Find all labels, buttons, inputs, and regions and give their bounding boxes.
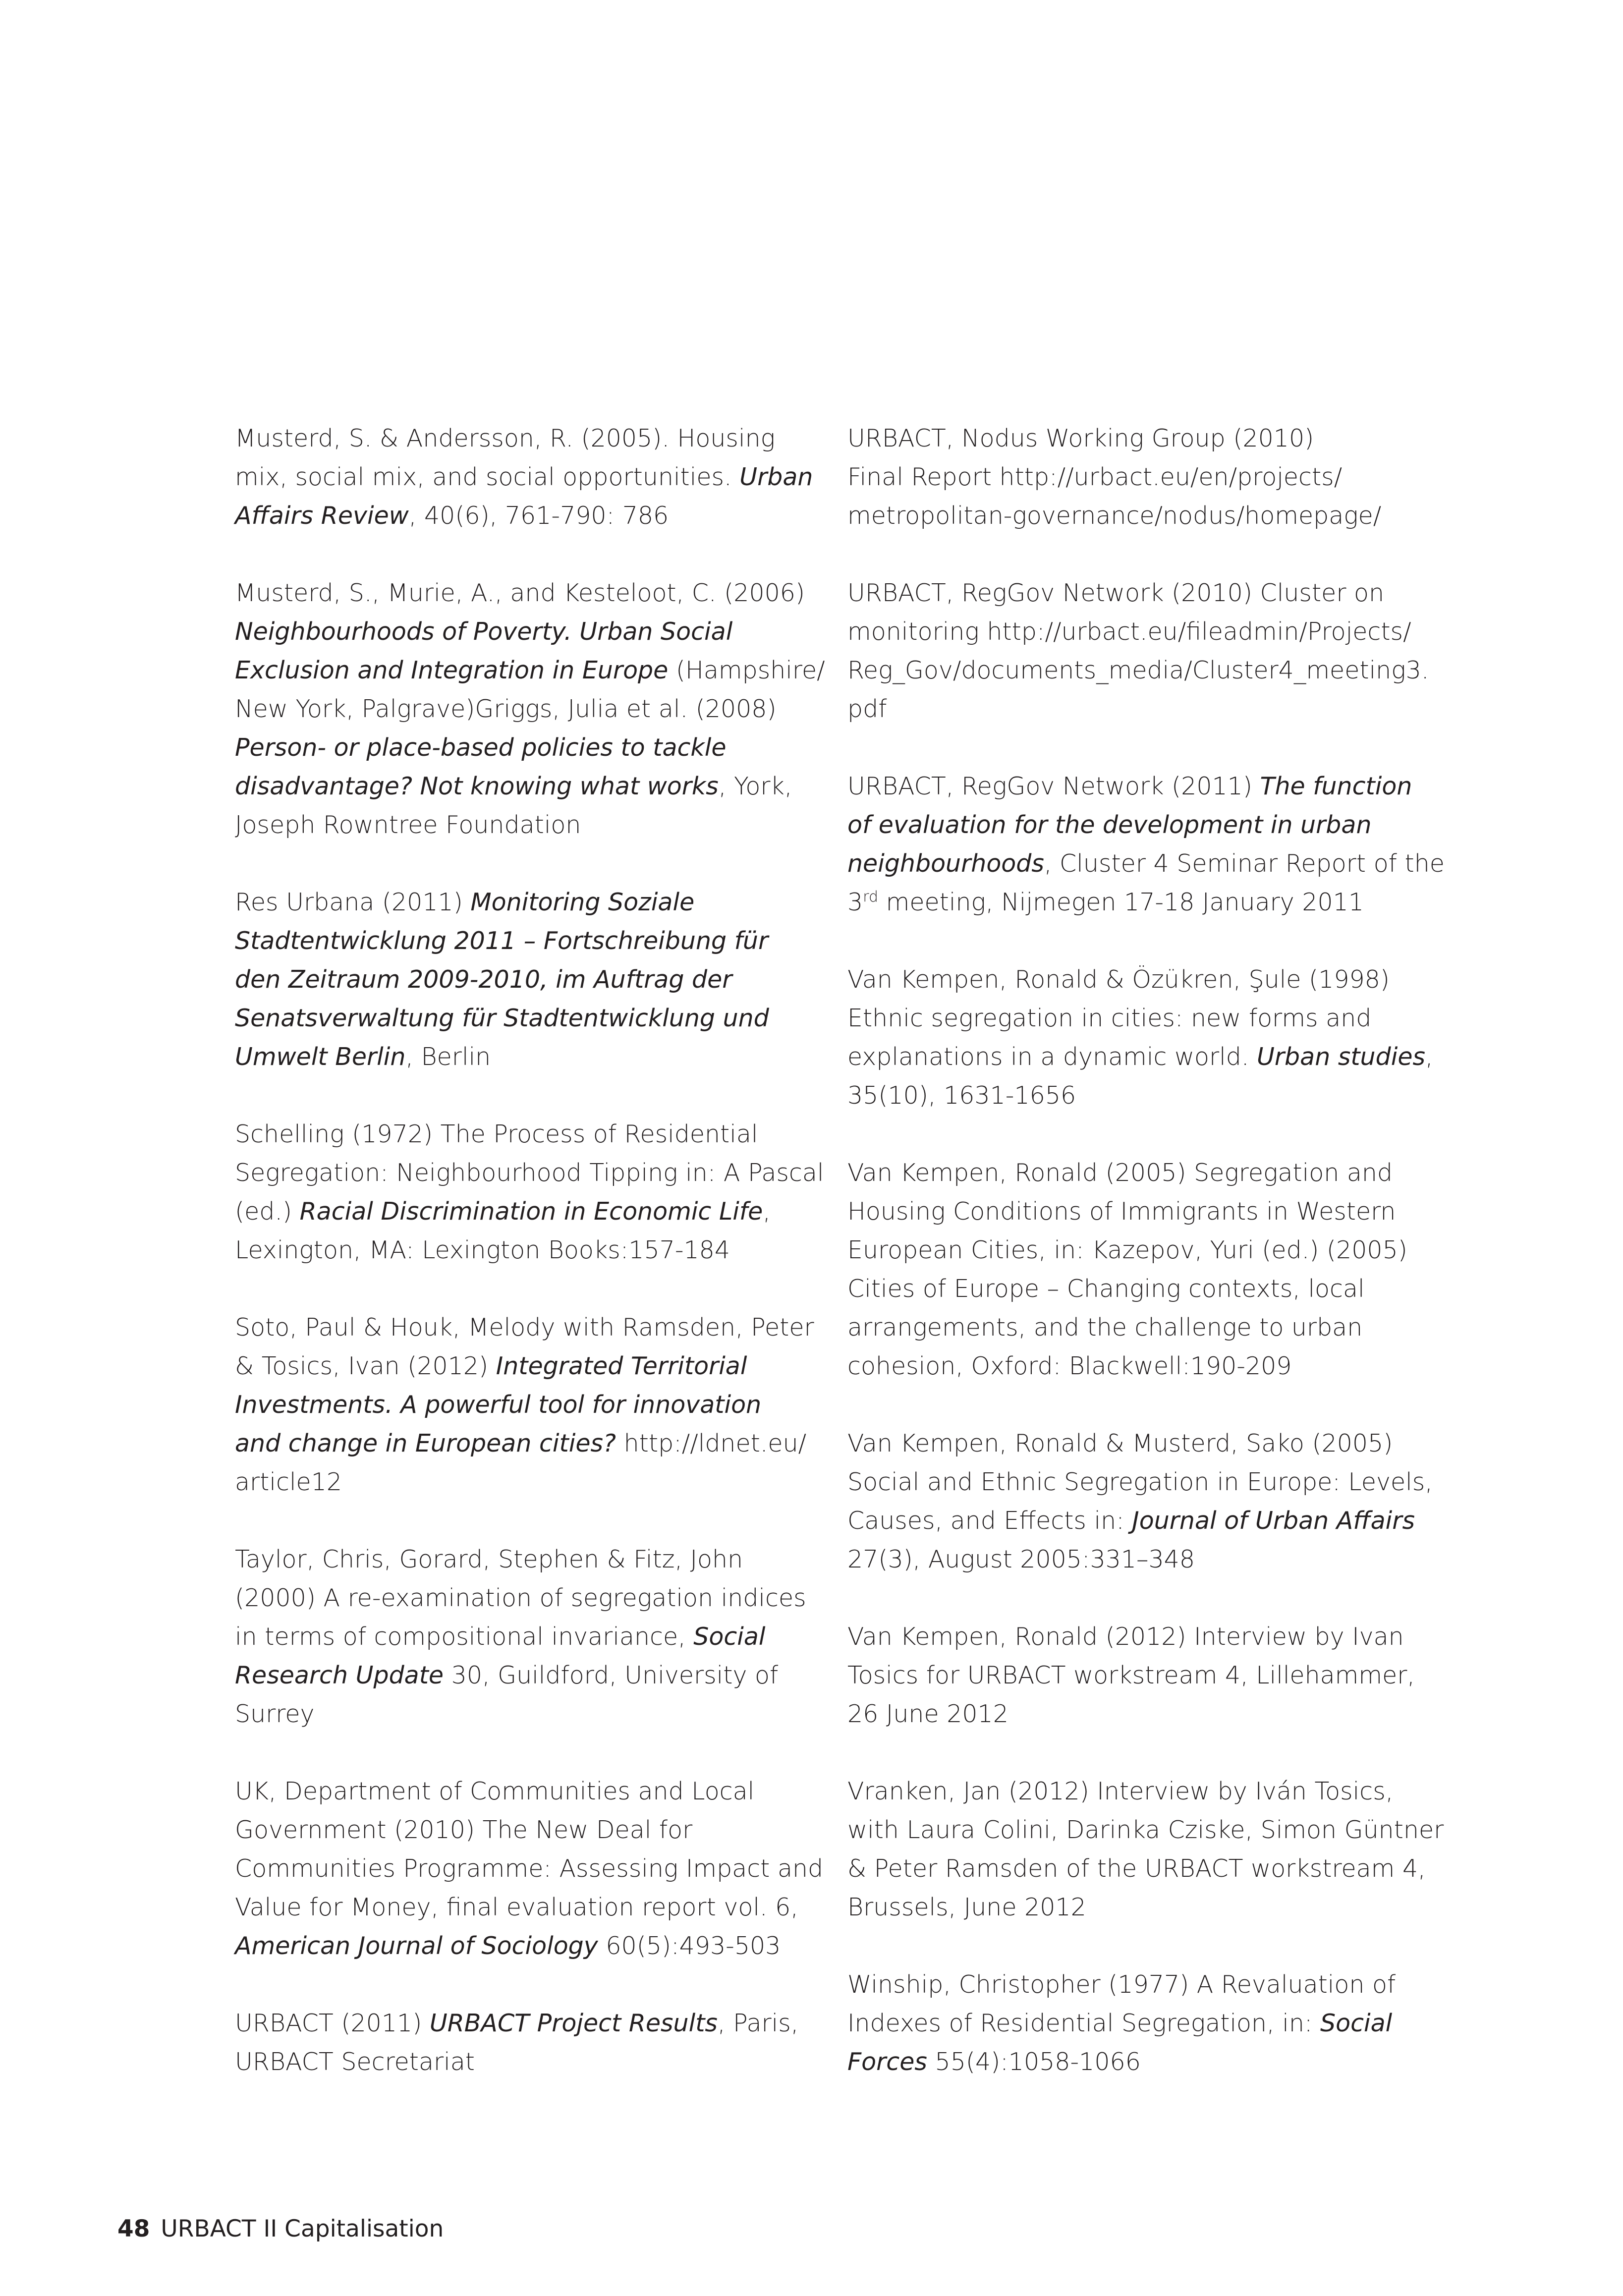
reference-text: Indexes of Residential Segregation, in: [847,2009,1320,2037]
italic-title: of evaluation for the development in urban [847,811,1372,839]
reference-line [235,419,790,458]
reference-line [847,883,1402,922]
reference-text: http://ldnet.eu/ [616,1429,807,1457]
reference-entry [847,1965,1402,2081]
italic-title: Research Update [235,1661,444,1689]
reference-text: Value for Money, final evaluation report vol. 6, [235,1893,798,1921]
reference-entry [847,767,1445,922]
reference-line [235,1618,790,1656]
italic-title: Person- or place-based policies to tackle [235,733,727,762]
reference-line [235,690,790,728]
reference-text: 35(10), 1631-1656 [847,1081,1076,1110]
reference-line [847,1154,1402,1192]
reference-text: Social and Ethnic Segregation in Europe: Levels, [847,1468,1433,1496]
reference-text: Winship, Christopher (1977) A Revaluation of [847,1970,1396,1999]
reference-line [235,806,790,844]
reference-line [847,1849,1426,1888]
reference-line [235,1463,790,1502]
reference-line [235,1540,790,1579]
reference-entry [235,1308,814,1502]
reference-line [847,1965,1402,2004]
reference-entry [847,419,1402,535]
reference-text: pdf [847,695,887,723]
reference-line [235,1579,806,1618]
italic-title: disadvantage? Not knowing what works [235,772,719,800]
italic-title: American Journal of Sociology [235,1932,598,1960]
reference-line [235,651,825,690]
reference-line [847,844,1445,883]
reference-line [847,2004,1402,2043]
reference-line [847,613,1411,651]
reference-text: explanations in a dynamic world. [847,1043,1257,1071]
reference-text: Reg_Gov/documents_media/Cluster4_meeting3. [847,656,1429,684]
page-number: 48 [117,2215,150,2242]
reference-line [847,1076,1402,1115]
reference-line [235,1038,790,1076]
italic-title: Stadtentwicklung 2011 – Fortschreibung für [235,927,769,955]
reference-text: meeting, Nijmegen 17-18 January 2011 [878,888,1364,916]
reference-text: , [1425,1043,1433,1071]
reference-line [235,1888,798,1927]
reference-line [235,497,790,535]
superscript: rd [863,888,879,906]
italic-title: Urban [739,463,813,491]
reference-entry [235,574,825,844]
reference-line [847,1811,1444,1849]
reference-text: Vranken, Jan (2012) Interview by Iván Tosics, [847,1777,1394,1805]
reference-text: URBACT, RegGov Network (2011) [847,772,1260,800]
references-left-column [235,419,825,2120]
reference-text: Musterd, S. & Andersson, R. (2005). Housing [235,424,776,452]
reference-line [235,2043,790,2081]
reference-text: article12 [235,1468,342,1496]
references-right-column [847,419,1445,2120]
reference-line [235,1115,790,1154]
italic-title: Racial Discrimination in Economic Life [299,1197,763,1226]
reference-text: in terms of compositional invariance, [235,1623,694,1651]
reference-entry [847,1618,1415,1734]
reference-text: , [763,1197,771,1226]
italic-title: Affairs Review [235,502,409,530]
reference-text: Schelling (1972) The Process of Residential [235,1120,758,1148]
reference-line [235,1154,824,1192]
reference-line [847,1308,1402,1347]
italic-title: den Zeitraum 2009-2010, im Auftrag der [235,965,732,994]
reference-line [235,1424,807,1463]
reference-line [847,1038,1433,1076]
reference-line [847,1772,1402,1811]
reference-entry [847,1424,1433,1579]
reference-text: Van Kempen, Ronald & Özükren, Şule (1998) [847,965,1390,994]
reference-entry [235,883,790,1076]
reference-text: URBACT, Nodus Working Group (2010) [847,424,1314,452]
reference-line [847,1424,1402,1463]
reference-text: metropolitan-governance/nodus/homepage/ [847,502,1382,530]
reference-line [847,574,1402,613]
italic-title: Forces [847,2048,927,2076]
reference-line [235,1695,790,1734]
reference-text: Van Kempen, Ronald (2005) Segregation and [847,1159,1393,1187]
reference-text: , Berlin [405,1043,491,1071]
reference-line [235,613,790,651]
italic-title: Social [1320,2009,1393,2037]
reference-line [847,1231,1407,1270]
reference-line [847,419,1402,458]
reference-entry [235,1540,806,1734]
publication-title: URBACT II Capitalisation [161,2215,444,2242]
reference-line [847,1656,1415,1695]
reference-line [235,574,805,613]
reference-entry [847,960,1433,1115]
italic-title: Exclusion and Integration in Europe [235,656,669,684]
reference-line [847,1695,1402,1734]
reference-text: & Peter Ramsden of the URBACT workstream 4, [847,1854,1426,1883]
reference-line [847,999,1402,1038]
italic-title: Investments. A powerful tool for innovation [235,1391,762,1419]
reference-text: Surrey [235,1700,315,1728]
reference-text: Joseph Rowntree Foundation [235,811,581,839]
reference-line [847,1192,1402,1231]
reference-line [847,960,1402,999]
reference-line [235,1231,790,1270]
reference-line [847,1888,1402,1927]
italic-title: Integrated Territorial [496,1352,747,1380]
reference-entry [847,1154,1407,1386]
reference-text: 3 [847,888,863,916]
reference-text: arrangements, and the challenge to urban [847,1313,1363,1342]
reference-line [847,1540,1402,1579]
reference-text: , Paris, [717,2009,799,2037]
reference-text: New York, Palgrave)Griggs, Julia et al. (2008) [235,695,777,723]
italic-title: Social [693,1623,766,1651]
reference-line [847,2043,1402,2081]
italic-title: and change in European cities? [235,1429,616,1457]
reference-text: Res Urbana (2011) [235,888,471,916]
reference-text: Musterd, S., Murie, A., and Kesteloot, C. (2006) [235,579,805,607]
reference-entry [235,419,813,535]
reference-text: monitoring http://urbact.eu/fileadmin/Projects/ [847,617,1411,646]
reference-text: URBACT (2011) [235,2009,430,2037]
reference-entry [847,574,1429,728]
reference-line [235,767,790,806]
reference-line [847,1347,1402,1386]
reference-entry [235,1772,824,1965]
reference-entry [847,1772,1444,1927]
reference-line [847,690,1402,728]
reference-line [235,922,790,960]
reference-line [847,1270,1402,1308]
reference-text: Causes, and Effects in: [847,1507,1132,1535]
page-footer [117,2214,444,2244]
reference-text: URBACT Secretariat [235,2048,475,2076]
reference-text: with Laura Colini, Darinka Cziske, Simon Güntner [847,1816,1444,1844]
reference-text: Taylor, Chris, Gorard, Stephen & Fitz, John [235,1545,743,1573]
reference-line [847,1618,1402,1656]
reference-text: , York, [718,772,792,800]
reference-text: Housing Conditions of Immigrants in Western [847,1197,1396,1226]
reference-line [235,883,790,922]
reference-line [235,960,790,999]
reference-line [235,1927,790,1965]
italic-title: Monitoring Soziale [470,888,695,916]
reference-text: Government (2010) The New Deal for [235,1816,693,1844]
italic-title: The function [1260,772,1412,800]
reference-line [847,1502,1415,1540]
reference-line [235,2004,799,2043]
reference-text: (ed.) [235,1197,300,1226]
italic-title: neighbourhoods [847,849,1044,878]
reference-text: 60(5):493-503 [598,1932,781,1960]
reference-text: 30, Guildford, University of [444,1661,779,1689]
reference-text: (Hampshire/ [668,656,825,684]
reference-entry [235,2004,799,2081]
reference-text: URBACT, RegGov Network (2010) Cluster on [847,579,1385,607]
reference-line [847,767,1412,806]
italic-title: Neighbourhoods of Poverty. Urban Social [235,617,733,646]
reference-text: Van Kempen, Ronald (2012) Interview by Ivan [847,1623,1404,1651]
reference-line [235,1347,790,1386]
reference-text: 26 June 2012 [847,1700,1008,1728]
italic-title: Senatsverwaltung für Stadtentwicklung und [235,1004,769,1032]
reference-text: European Cities, in: Kazepov, Yuri (ed.) (2005) [847,1236,1407,1264]
reference-text: Ethnic segregation in cities: new forms and [847,1004,1372,1032]
reference-line [235,1386,790,1424]
italic-title: Urban studies [1257,1043,1426,1071]
reference-line [235,1192,790,1231]
reference-line [847,497,1402,535]
italic-title: URBACT Project Results [429,2009,718,2037]
reference-text: mix, social mix, and social opportunities. [235,463,740,491]
reference-text: Brussels, June 2012 [847,1893,1086,1921]
reference-text: Segregation: Neighbourhood Tipping in: A Pascal [235,1159,824,1187]
reference-line [235,1849,824,1888]
reference-line [847,1463,1433,1502]
reference-text: , Cluster 4 Seminar Report of the [1044,849,1445,878]
reference-line [235,458,813,497]
reference-line [847,651,1429,690]
reference-line [235,1811,790,1849]
reference-text: 55(4):1058-1066 [927,2048,1141,2076]
reference-line [847,806,1402,844]
reference-text: cohesion, Oxford: Blackwell:190-209 [847,1352,1292,1380]
reference-text: Communities Programme: Assessing Impact and [235,1854,824,1883]
reference-text: UK, Department of Communities and Local [235,1777,755,1805]
reference-text: Lexington, MA: Lexington Books:157-184 [235,1236,730,1264]
italic-title: Umwelt Berlin [235,1043,406,1071]
italic-title: Journal of Urban Affairs [1132,1507,1415,1535]
reference-text: & Tosics, Ivan (2012) [235,1352,496,1380]
reference-text: , 40(6), 761-790: 786 [408,502,669,530]
reference-line [235,1772,790,1811]
reference-text: Van Kempen, Ronald & Musterd, Sako (2005) [847,1429,1393,1457]
reference-text: Soto, Paul & Houk, Melody with Ramsden, Peter [235,1313,814,1342]
reference-line [847,458,1402,497]
reference-line [235,1308,814,1347]
reference-line [235,1656,790,1695]
reference-text: Cities of Europe – Changing contexts, local [847,1275,1365,1303]
reference-text: 27(3), August 2005:331–348 [847,1545,1195,1573]
reference-entry [235,1115,824,1270]
reference-text: Tosics for URBACT workstream 4, Lillehammer, [847,1661,1415,1689]
reference-line [235,999,790,1038]
reference-text: Final Report http://urbact.eu/en/projects/ [847,463,1343,491]
reference-line [235,728,790,767]
reference-text: (2000) A re-examination of segregation indices [235,1584,806,1612]
